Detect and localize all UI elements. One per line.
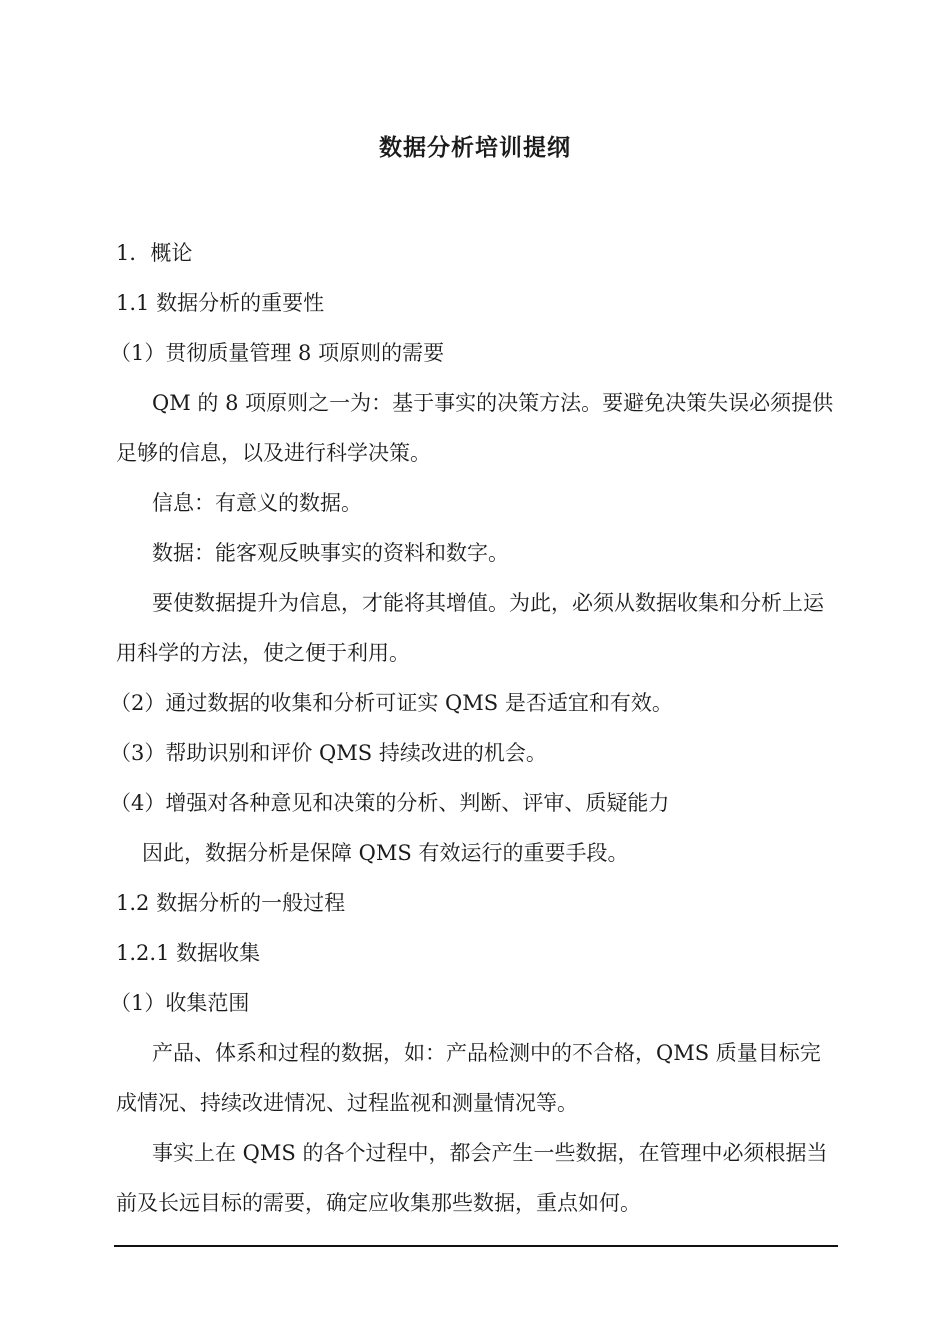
paragraph-qm-principle: QM 的 8 项原则之一为：基于事实的决策方法。要避免决策失误必须提供足够的信息，以及进行科学决策。 bbox=[116, 391, 834, 465]
item-collection-scope: （1）收集范围 bbox=[110, 991, 250, 1015]
paragraph-value: 要使数据提升为信息，才能将其增值。为此，必须从数据收集和分析上运用科学的方法，使之便于利用。 bbox=[116, 591, 824, 665]
item-analysis-ability: （4）增强对各种意见和决策的分析、判断、评审、质疑能力 bbox=[110, 791, 670, 815]
heading-data-collection: 1.2.1 数据收集 bbox=[116, 941, 261, 965]
paragraph-data: 数据：能客观反映事实的资料和数字。 bbox=[152, 541, 509, 565]
item-principles: （1）贯彻质量管理 8 项原则的需要 bbox=[110, 341, 445, 365]
paragraph-process-data: 事实上在 QMS 的各个过程中，都会产生一些数据，在管理中必须根据当前及长远目标的需要，确定应收集那些数据，重点如何。 bbox=[116, 1141, 828, 1215]
heading-overview: 1．概论 bbox=[116, 241, 193, 265]
item-improvement: （3）帮助识别和评价 QMS 持续改进的机会。 bbox=[110, 741, 547, 765]
heading-importance: 1.1 数据分析的重要性 bbox=[116, 291, 325, 315]
paragraph-conclusion: 因此，数据分析是保障 QMS 有效运行的重要手段。 bbox=[142, 841, 629, 865]
document-body bbox=[110, 228, 838, 1228]
paragraph-information: 信息：有意义的数据。 bbox=[152, 491, 362, 515]
paragraph-scope-detail: 产品、体系和过程的数据，如：产品检测中的不合格，QMS 质量目标完成情况、持续改进情况、过程监视和测量情况等。 bbox=[116, 1041, 821, 1115]
item-verify-qms: （2）通过数据的收集和分析可证实 QMS 是否适宜和有效。 bbox=[110, 691, 673, 715]
footer-divider bbox=[114, 1245, 838, 1247]
document-title: 数据分析培训提纲 bbox=[379, 134, 571, 161]
heading-general-process: 1.2 数据分析的一般过程 bbox=[116, 891, 346, 915]
